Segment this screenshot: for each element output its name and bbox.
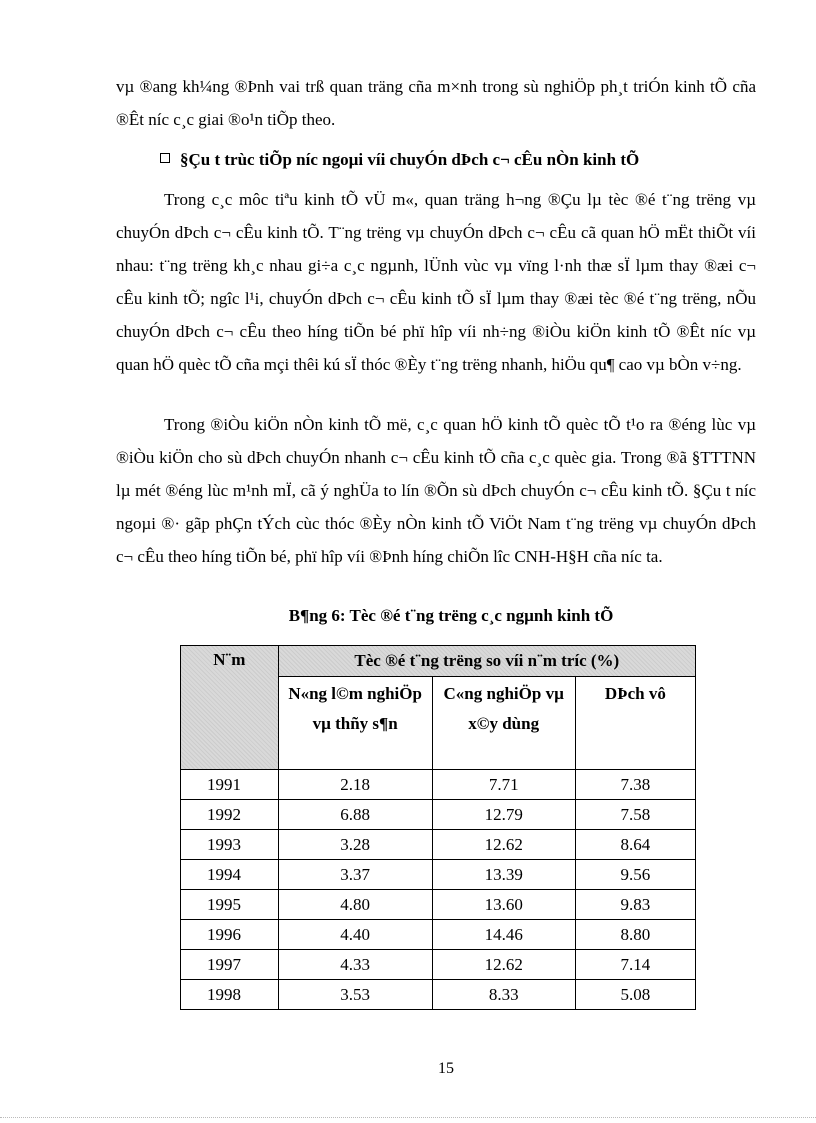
agri-cell: 3.28 [278,830,432,860]
service-cell: 9.56 [575,860,695,890]
agri-cell: 2.18 [278,770,432,800]
table-row [181,890,696,920]
agri-cell: 4.40 [278,920,432,950]
agri-cell: 3.37 [278,860,432,890]
service-cell: 8.80 [575,920,695,950]
table-row [181,980,696,1010]
service-cell: 7.38 [575,770,695,800]
service-column-header: DÞch vô [575,677,695,770]
section-heading [160,146,760,174]
table-body [181,770,696,1010]
table-caption: B¶ng 6: Tèc ®é t¨ng trëng c¸c ngµnh kinh tÕ [288,606,614,625]
service-cell: 8.64 [575,830,695,860]
growth-rate-table [180,645,696,1010]
year-cell: 1992 [181,800,279,830]
agri-column-header: N«ng l©m nghiÖp vµ thñy s¶n [278,677,432,770]
industry-column-header: C«ng nghiÖp vµ x©y dùng [432,677,575,770]
agri-cell: 3.53 [278,980,432,1010]
table-row [181,800,696,830]
year-cell: 1996 [181,920,279,950]
industry-cell: 14.46 [432,920,575,950]
year-column-header: N¨m [181,646,279,770]
industry-cell: 12.62 [432,830,575,860]
section-heading-text: §Çu t trùc tiÕp níc ngoµi víi chuyÓn dÞch c¬ cÊu nÒn kinh tÕ [180,150,640,169]
paragraph-intro: vµ ®ang kh¼ng ®Þnh vai trß quan träng cña m×nh trong sù nghiÖp ph¸t triÓn kinh tÕ cña ®Êt níc c¸c giai ®o¹n tiÕp theo. [116,77,756,129]
agri-cell: 6.88 [278,800,432,830]
agri-cell: 4.80 [278,890,432,920]
service-cell: 9.83 [575,890,695,920]
table-row [181,950,696,980]
square-bullet-icon [160,153,170,163]
table-row [181,920,696,950]
footer-divider [0,1117,816,1118]
service-cell: 7.58 [575,800,695,830]
industry-cell: 12.79 [432,800,575,830]
agri-cell: 4.33 [278,950,432,980]
group-column-header: Tèc ®é t¨ng trëng so víi n¨m tríc (%) [278,646,695,677]
year-cell: 1991 [181,770,279,800]
industry-cell: 8.33 [432,980,575,1010]
table-row [181,830,696,860]
year-cell: 1993 [181,830,279,860]
year-cell: 1997 [181,950,279,980]
industry-cell: 12.62 [432,950,575,980]
service-cell: 5.08 [575,980,695,1010]
year-cell: 1994 [181,860,279,890]
table-row [181,860,696,890]
year-cell: 1995 [181,890,279,920]
industry-cell: 13.39 [432,860,575,890]
industry-cell: 7.71 [432,770,575,800]
table-row [181,770,696,800]
paragraph-body-1: Trong c¸c môc tiªu kinh tÕ vÜ m«, quan träng h¬ng ®Çu lµ tèc ®é t¨ng trëng vµ chuyÓn dÞch c¬ cÊu kinh tÕ. T¨ng trëng vµ chuyÓn dÞch c¬ cÊu cã quan hÖ mËt thiÕt víi nhau: t¨ng trëng kh¸c nhau gi÷a c¸c ngµnh, lÜnh vùc vµ vïng l·nh thæ sÏ lµm thay ®æi c¬ cÊu kinh tÕ; ngîc l¹i, chuyÓn dÞch c¬ cÊu kinh tÕ sÏ lµm thay ®æi tèc ®é t¨ng trëng, nÕu chuyÓn dÞch c¬ cÊu theo híng tiÕn bé phï hîp víi nh÷ng ®iÒu kiÖn kinh tÕ ®Êt níc vµ quan hÖ quèc tÕ cña mçi thêi kú sÏ thóc ®Èy t¨ng trëng nhanh, hiÖu qu¶ cao vµ bÒn v÷ng. [116,190,756,374]
year-cell: 1998 [181,980,279,1010]
service-cell: 7.14 [575,950,695,980]
paragraph-body-2: Trong ®iÒu kiÖn nÒn kinh tÕ më, c¸c quan hÖ kinh tÕ quèc tÕ t¹o ra ®éng lùc vµ ®iÒu kiÖn cho sù dÞch chuyÓn nhanh c¬ cÊu kinh tÕ cña c¸c quèc gia. Trong ®ã §TTTNN lµ mét ®éng lùc m¹nh mÏ, cã ý nghÜa to lín ®Õn sù dÞch chuyÓn c¬ cÊu kinh tÕ. §Çu t níc ngoµi ®· gãp phÇn tÝch cùc thóc ®Èy nÒn kinh tÕ ViÖt Nam t¨ng trëng vµ chuyÓn dÞch c¬ cÊu theo híng tiÕn bé, phï hîp víi ®Þnh híng chiÕn lîc CNH-H§H cña níc ta. [116,415,756,566]
page-number: 15 [438,1060,454,1077]
industry-cell: 13.60 [432,890,575,920]
